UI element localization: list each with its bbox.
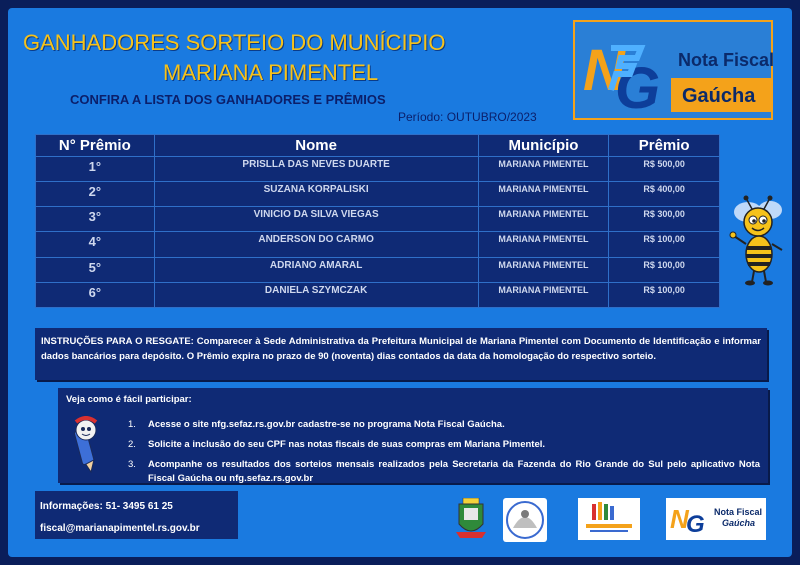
bee-mascot-icon [726,188,788,288]
header-premio: Prêmio [609,135,720,157]
cell-premio: R$ 100,00 [609,257,720,282]
cell-pos: 1° [36,157,155,182]
cell-municipio: MARIANA PIMENTEL [478,157,609,182]
cell-municipio: MARIANA PIMENTEL [478,282,609,307]
contact-phone: Informações: 51- 3495 61 25 [40,501,173,512]
svg-text:N: N [670,504,689,534]
footer-logo-text-line2: Gaúcha [722,518,756,528]
step-number: 3. [128,459,136,470]
step-text: Solicite a inclusão do seu CPF nas notas fiscais de suas compras em Mariana Pimentel. [148,439,546,450]
secretaria-emblem-icon [503,498,547,542]
contact-panel [35,491,238,539]
footer-logo-text-line1: Nota Fiscal [714,507,763,517]
how-to-title: Veja como é fácil participar: [66,394,192,405]
list-item [128,458,760,486]
cell-nome: PRISLLA DAS NEVES DUARTE [154,157,478,182]
table-row [36,207,720,232]
instructions-panel: INSTRUÇÕES PARA O RESGATE: Comparecer à Sede Administrativa da Prefeitura Municipal de Mariana Pimentel com Documento de Identificação e informar dados bancários para depósito. O Prêmio expira no prazo de 90 (noventa) dias contados da data da homologação do respectivo sorteio. [35,328,767,380]
cell-premio: R$ 500,00 [609,157,720,182]
footer-nfg-mark-icon [670,502,712,536]
table-header-row [36,135,720,157]
secretaria-logo [503,498,547,542]
cell-nome: ANDERSON DO CARMO [154,232,478,257]
svg-text:G: G [686,511,705,536]
contact-email: fiscal@marianapimentel.rs.gov.br [40,523,200,534]
cell-municipio: MARIANA PIMENTEL [478,182,609,207]
nfg-logo-icon [581,28,667,114]
cell-premio: R$ 100,00 [609,232,720,257]
cell-municipio: MARIANA PIMENTEL [478,257,609,282]
cell-premio: R$ 400,00 [609,182,720,207]
step-text: Acesse o site nfg.sefaz.rs.gov.br cadastre-se no programa Nota Fiscal Gaúcha. [148,419,505,430]
table-row [36,182,720,207]
svg-text:N: N [583,38,625,103]
period-label: Período: OUTUBRO/2023 [398,110,537,124]
cell-pos: 3° [36,207,155,232]
cell-pos: 2° [36,182,155,207]
header-premio-num: N° Prêmio [36,135,155,157]
cell-pos: 4° [36,232,155,257]
cell-nome: DANIELA SZYMCZAK [154,282,478,307]
cell-pos: 5° [36,257,155,282]
list-item [128,438,760,452]
steps-list [128,418,760,492]
cell-nome: VINICIO DA SILVA VIEGAS [154,207,478,232]
step-number: 1. [128,419,136,430]
page-title-line2: MARIANA PIMENTEL [163,60,379,85]
nota-fiscal-gaucha-logo [573,20,773,120]
table-row [36,257,720,282]
step-number: 2. [128,439,136,450]
header-nome: Nome [154,135,478,157]
cell-pos: 6° [36,282,155,307]
footer-nfg-logo [666,498,766,540]
list-item [128,418,760,432]
cell-nome: SUZANA KORPALISKI [154,182,478,207]
winners-table [35,134,720,308]
educacao-fiscal-logo [578,498,640,540]
logo-text-gaucha: Gaúcha [682,85,756,107]
step-text: Acompanhe os resultados dos sorteios mensais realizados pela Secretaria da Fazenda do Rio Grande do Sul pelo aplicativo Nota Fiscal Gaúcha ou nfg.sefaz.rs.gov.br [148,459,760,484]
table-row [36,282,720,307]
page-subtitle: CONFIRA A LISTA DOS GANHADORES E PRÊMIOS [70,92,386,107]
svg-text:G: G [615,56,661,114]
cell-premio: R$ 100,00 [609,282,720,307]
cell-nome: ADRIANO AMARAL [154,257,478,282]
header-municipio: Município [478,135,609,157]
pencil-mascot-icon [68,416,108,474]
municipal-coat-of-arms-icon [456,498,486,542]
educacao-fiscal-icon [578,498,640,540]
cell-premio: R$ 300,00 [609,207,720,232]
cell-municipio: MARIANA PIMENTEL [478,232,609,257]
poster [8,8,792,557]
cell-municipio: MARIANA PIMENTEL [478,207,609,232]
table-row [36,232,720,257]
table-row [36,157,720,182]
how-to-participate-panel [58,388,768,483]
page-title-line1: GANHADORES SORTEIO DO MUNÍCIPIO [23,30,446,55]
logo-text-nota-fiscal: Nota Fiscal [678,50,775,70]
